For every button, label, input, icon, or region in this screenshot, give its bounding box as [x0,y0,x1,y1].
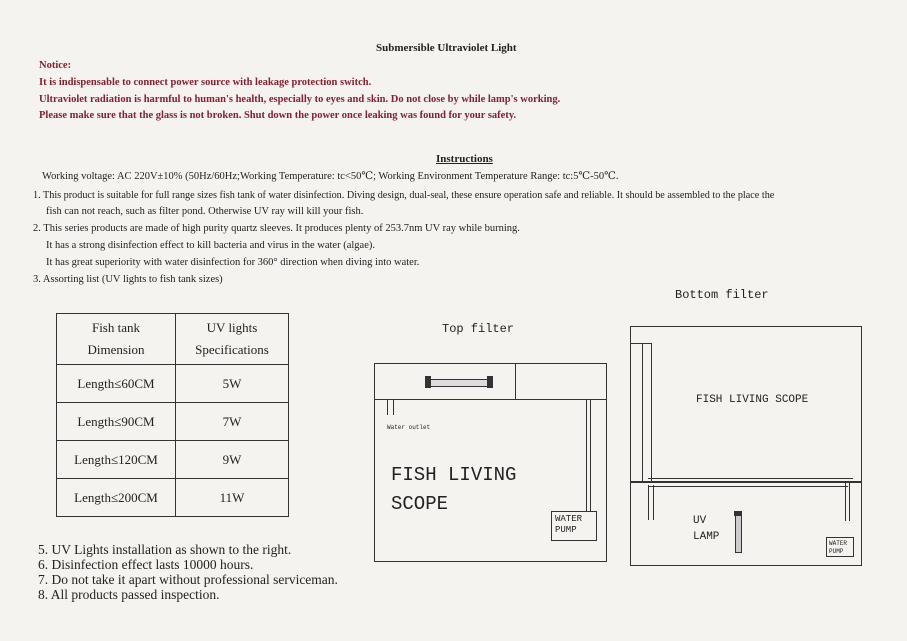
filter-divider [515,364,516,399]
row-spec: 5W [176,365,289,403]
return-pipe [849,483,850,521]
pump-label-line-2: PUMP [555,525,577,535]
row-spec: 11W [176,479,289,517]
row-dimension: Length≤90CM [57,403,176,441]
water-outlet-label: Water outlet [387,424,431,431]
notice-line-1: It is indispensable to connect power source with leakage protection switch. [39,77,372,88]
pump-pipe [590,399,591,511]
overflow-pipe [642,343,643,483]
row-dimension: Length≤120CM [57,441,176,479]
table-row [57,403,289,441]
uv-lamp-cap [425,376,431,388]
sump-divider [653,485,654,520]
bottom-fish-label: FISH LIVING SCOPE [696,394,809,406]
list-item-6: 6. Disinfection effect lasts 10000 hours. [38,557,254,572]
fish-label-line-1: FISH LIVING [391,464,517,486]
filter-tray-line [375,399,606,400]
fish-living-scope-label [391,461,516,519]
header-spec-line-2: Specifications [195,342,269,357]
uv-lamp-label-line-2: LAMP [693,531,720,543]
uv-lamp-cap [734,511,742,516]
instructions-heading: Instructions [436,153,493,165]
return-pipe-horizontal [648,478,853,479]
item-2-line-2: It has a strong disinfection effect to kill bacteria and virus in the water (algae). [46,240,375,251]
item-3-line: 3. Assorting list (UV lights to fish tank sizes) [33,274,223,285]
list-item-7: 7. Do not take it apart without professional serviceman. [38,572,338,587]
overflow-top [631,343,651,344]
bottom-water-pump [826,537,854,557]
item-1-line-2: fish can not reach, such as filter pond. Otherwise UV ray will kill your fish. [46,206,364,217]
row-dimension: Length≤200CM [57,479,176,517]
pump-pipe [586,399,587,511]
return-pipe-horizontal [648,486,848,487]
uv-lamp-label [693,513,719,545]
top-water-pump [551,511,597,541]
uv-lamp-label-line-1: UV [693,515,707,527]
header-dimension [57,314,176,365]
row-dimension: Length≤60CM [57,365,176,403]
top-filter-tank [374,363,607,562]
table-row [57,441,289,479]
top-filter-title: Top filter [442,322,515,336]
bottom-filter-title: Bottom filter [675,288,769,302]
notice-heading: Notice: [39,60,72,71]
item-1-line-1: 1. This product is suitable for full range sizes fish tank of water disinfection. Diving design, dual-seal, these ensure operation safe and reliable. It should be assembled to the place the [33,190,775,201]
item-2-line-1: 2. This series products are made of high purity quartz sleeves. It produces plenty of 253.7nm UV ray while burning. [33,223,520,234]
header-spec-line-1: UV lights [206,320,258,335]
uv-spec-table [56,313,289,517]
outlet-pipe [387,399,388,415]
return-pipe [845,483,846,521]
notice-line-2: Ultraviolet radiation is harmful to human's health, especially to eyes and skin. Do not close by while lamp's working. [39,94,561,105]
table-row [57,479,289,517]
sump-divider [648,485,649,520]
list-item-5: 5. UV Lights installation as shown to the right. [38,542,292,557]
fish-label-line-2: SCOPE [391,493,449,515]
bottom-tank [630,326,862,482]
row-spec: 9W [176,441,289,479]
table-header-row [57,314,289,365]
item-2-line-3: It has great superiority with water disinfection for 360° direction when diving into water. [46,257,420,268]
header-dimension-line-2: Dimension [87,342,145,357]
uv-lamp-tube [425,379,493,387]
row-spec: 7W [176,403,289,441]
table-row [57,365,289,403]
pump-label-line-1: WATER [555,514,583,524]
header-dimension-line-1: Fish tank [91,320,141,335]
notice-line-3: Please make sure that the glass is not broken. Shut down the power once leaking was found for your safety. [39,110,517,121]
uv-lamp-cap [487,376,493,388]
bottom-pump-label-line-2: PUMP [829,548,844,555]
overflow-pipe [651,343,652,483]
bottom-pump-label-line-1: WATER [829,540,848,547]
bottom-sump [630,482,862,566]
document-title: Submersible Ultraviolet Light [376,42,517,54]
voltage-line: Working voltage: AC 220V±10% (50Hz/60Hz;Working Temperature: tc<50℃; Working Environment Temperature Range: tc:5℃-50℃. [42,171,619,182]
header-spec [176,314,289,365]
outlet-pipe [393,399,394,415]
uv-lamp-vertical [735,513,742,553]
list-item-8: 8. All products passed inspection. [38,587,220,602]
